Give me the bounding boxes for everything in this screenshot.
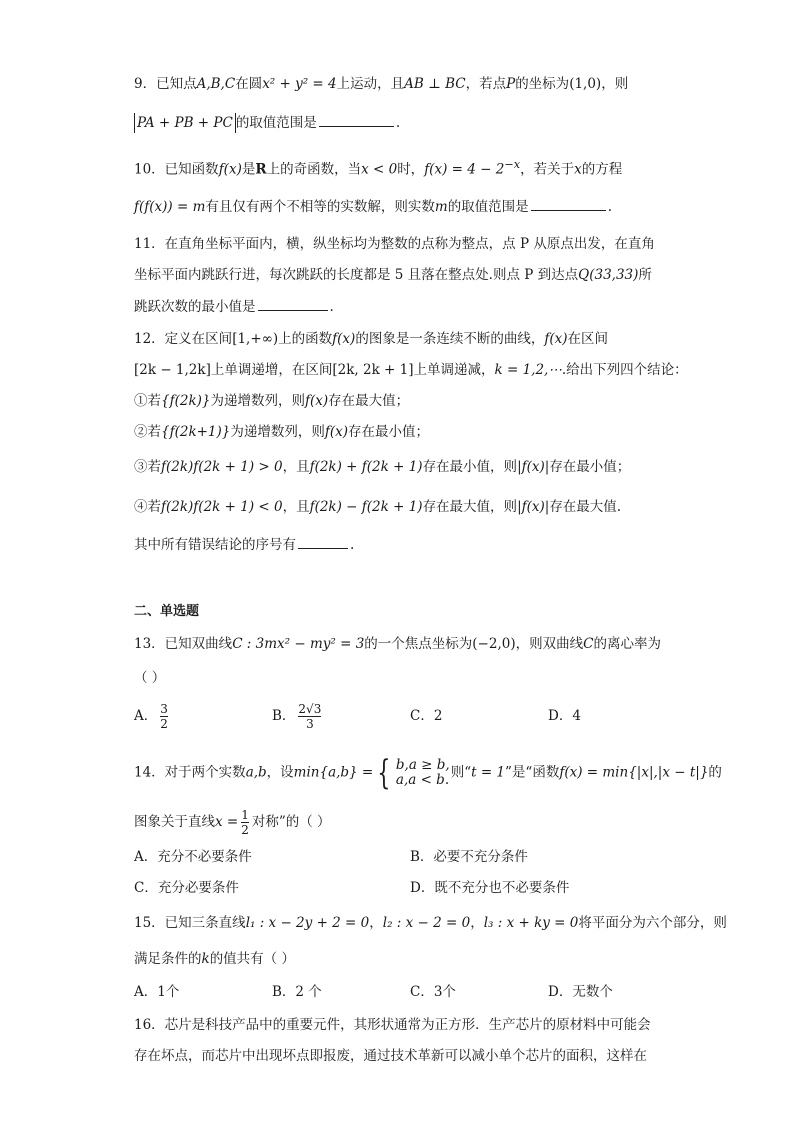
math-fx: f(x) [304,393,329,409]
question-11-line-3 [134,296,334,317]
question-12-line-1 [134,329,608,349]
text: 存在最大值. [549,499,622,515]
question-14-line-2 [134,808,331,837]
text: ，则 [601,76,629,92]
question-9-line-2 [134,112,400,133]
text: 的值共有（ ） [209,951,295,967]
case-2: a,a < b. [395,772,450,788]
math-perp: AB ⊥ BC [404,76,466,92]
math-p: P [506,76,516,92]
text: 的坐标为 [515,76,570,92]
text: 的离心率为 [593,636,661,652]
option-15-c[interactable]: C．3个 [410,984,456,1000]
text: 存在最小值； [549,459,631,475]
math-curve: C : 3mx² − my² = 3 [232,636,365,652]
text: ④若 [134,499,161,515]
math-interval: [1,+∞) [232,331,279,347]
text: 上单调递增，在区间 [210,362,333,378]
text: ，设 [266,764,294,781]
text: 14．对于两个实数 [134,764,246,781]
text: 的 [708,764,722,781]
math-ab: a,b [245,764,267,781]
text: 存在最小值； [348,424,430,440]
option-label: A． [134,708,158,724]
text: 15．已知三条直线 [134,915,246,931]
text: ①若 [134,393,161,409]
text: 的一个焦点坐标为 [364,636,473,652]
math-exp: −x [504,158,521,171]
math-l3: l₃ : x + ky = 0 [483,915,579,931]
text: . [350,537,355,553]
option-15-b[interactable]: B．2 个 [272,984,322,1000]
math-interval: [2k, 2k + 1] [332,362,414,378]
text: ②若 [134,424,161,440]
text: 对称”的（ ） [251,814,331,830]
math-C: C [583,636,594,652]
option-14-d[interactable]: D．既不充分也不必要条件 [410,880,570,896]
math-t: t = 1 [471,764,506,781]
numerator: 1 [241,808,249,822]
text: 的取值范围是 [447,199,529,215]
text: 存在最大值； [328,393,410,409]
fraction [298,702,321,731]
option-15-d[interactable]: D．无数个 [548,984,613,1000]
question-12-conclusion-4 [134,497,621,517]
math-q: Q(33,33) [578,267,639,283]
question-12-conclusion-1 [134,391,409,411]
question-10-line-1 [134,155,622,180]
case-1: b,a ≥ b, [395,757,450,773]
math-seq: {f(2k)} [161,393,211,409]
math-fx: f(x) [544,331,568,347]
text: 满足条件的 [134,951,202,967]
text: 的图象是一条连续不断的曲线， [355,331,545,347]
text: 存在最大值，则 [422,499,518,515]
option-label: D． [548,708,573,724]
section-heading: 二、单选题 [134,604,200,619]
math-seq: {f(2k+1)} [161,424,231,440]
text: 12．定义在区间 [134,331,233,347]
text: ，则双曲线 [515,636,584,652]
answer-blank-9 [319,112,394,127]
option-13-d[interactable] [548,706,581,726]
math-expr: f(2k) − f(2k + 1) [309,499,423,515]
text: ， [369,915,383,931]
option-14-a[interactable]: A．充分不必要条件 [134,849,252,865]
option-text: 4 [572,708,581,724]
text: 是 [241,161,256,178]
math-cond: x < 0 [361,161,398,178]
text: 时， [397,161,425,178]
math-fx: f(x) [324,424,349,440]
math-eq: f(f(x)) = m [134,199,206,215]
math-func: f(x) = min{|x|,|x − t|} [559,764,709,781]
question-13-line-1 [134,634,661,654]
text: 为递增数列，则 [230,424,325,440]
math-l1: l₁ : x − 2y + 2 = 0 [245,915,370,931]
text: . [607,199,612,215]
numerator: 2√3 [298,702,322,716]
option-13-a[interactable] [134,702,171,731]
option-15-a[interactable]: A．1个 [134,984,180,1000]
question-12-line-2 [134,360,688,380]
text: 有且仅有两个不相等的实数解，则实数 [205,199,435,215]
math-x: x [574,161,582,178]
text: . [395,115,401,131]
question-15-line-1 [134,913,727,933]
question-16-line-2: 存在坏点，而芯片中出现坏点即报废，通过技术革新可以减小单个芯片的面积，这样在 [134,1048,647,1064]
text: 将平面分为六个部分，则 [578,915,727,931]
piecewise [396,758,450,788]
option-label: B． [272,708,296,724]
math-def: f(x) = 4 − 2 [424,161,505,178]
option-13-c[interactable] [410,706,442,726]
answer-blank-10 [531,196,606,211]
text: ，若关于 [520,161,575,178]
text: 上的奇函数，当 [266,161,362,178]
math-cond: f(2k)f(2k + 1) < 0 [161,499,283,515]
answer-blank-11 [258,296,328,311]
text: . [329,299,334,315]
answer-blank-12 [298,534,348,549]
question-12-ask [134,534,354,555]
question-13-paren: （ ） [134,670,166,686]
denominator: 3 [306,717,314,731]
text: ，若点 [465,76,507,92]
text: 跳跃次数的最小值是 [134,299,256,315]
math-interval: [2k − 1,2k] [134,362,211,378]
option-13-b[interactable] [272,702,324,731]
text: 9．已知点 [134,76,197,92]
math-x: x = [215,814,239,830]
denominator: 2 [160,717,168,731]
text: 为递增数列，则 [210,393,305,409]
text: ③若 [134,459,161,475]
text: 的方程 [581,161,623,178]
question-11-line-1: 11．在直角坐标平面内，横，纵坐标均为整数的点称为整点，点 P 从原点出发，在直角 [134,236,655,252]
text: 的取值范围是 [235,115,317,131]
text: .给出下列四个结论： [561,362,688,378]
fraction [160,702,168,731]
text: 其中所有错误结论的序号有 [134,537,296,553]
text: ，且 [282,459,310,475]
math-circle: x² + y² = 4 [262,76,337,92]
fraction [241,808,249,837]
math-fx: f(x) [218,161,242,178]
question-14-line-1 [134,753,722,793]
math-absf: |f(x)| [517,499,550,515]
math-absf: |f(x)| [517,459,550,475]
text: 上的函数 [278,331,333,347]
denominator: 2 [241,823,249,837]
math-R: R [255,161,267,178]
math-m: m [434,199,448,215]
math-fx: f(x) [332,331,356,347]
vector-sum-abs [134,113,236,133]
math-cond: f(2k)f(2k + 1) > 0 [161,459,283,475]
question-11-line-2 [134,265,652,285]
question-16-line-1: 16．芯片是科技产品中的重要元件，其形状通常为正方形．生产芯片的原材料中可能会 [134,1017,651,1033]
math-k: k [201,951,210,967]
option-label: C． [410,708,434,724]
option-14-c[interactable]: C．充分必要条件 [134,880,239,896]
option-14-b[interactable]: B．必要不充分条件 [410,849,528,865]
text: ， [470,915,484,931]
option-text: 2 [433,708,443,724]
math-focus: (−2,0) [472,636,516,652]
math-k: k = 1,2,⋯ [494,362,562,378]
question-12-conclusion-2 [134,422,429,442]
math-coord: (1,0) [569,76,602,92]
text: 13．已知双曲线 [134,636,233,652]
text: 上单调递减， [413,362,495,378]
question-10-line-2 [134,196,612,217]
text: 存在最小值，则 [422,459,518,475]
text: 则“ [450,764,472,781]
numerator: 3 [160,702,168,716]
math-l2: l₂ : x − 2 = 0 [382,915,471,931]
text: 所 [638,267,652,283]
question-15-line-2 [134,949,295,969]
left-brace: { [377,753,391,793]
text: ，且 [282,499,310,515]
text: 坐标平面内跳跃行进，每次跳跃的长度都是 5 且落在整点处.则点 P 到达点 [134,267,579,283]
math-vecsum: PA + PB + PC [137,115,233,131]
text: 在圆 [235,76,263,92]
text: 10．已知函数 [134,161,219,178]
text: ”是“函数 [505,764,560,781]
question-9-line-1 [134,74,628,94]
text: 在区间 [567,331,608,347]
text: 上运动，且 [336,76,405,92]
math-expr: f(2k) + f(2k + 1) [309,459,423,475]
math-points: A,B,C [196,76,236,92]
question-12-conclusion-3 [134,457,630,477]
text: 图象关于直线 [134,814,215,830]
math-min: min{a,b} = [293,764,374,781]
